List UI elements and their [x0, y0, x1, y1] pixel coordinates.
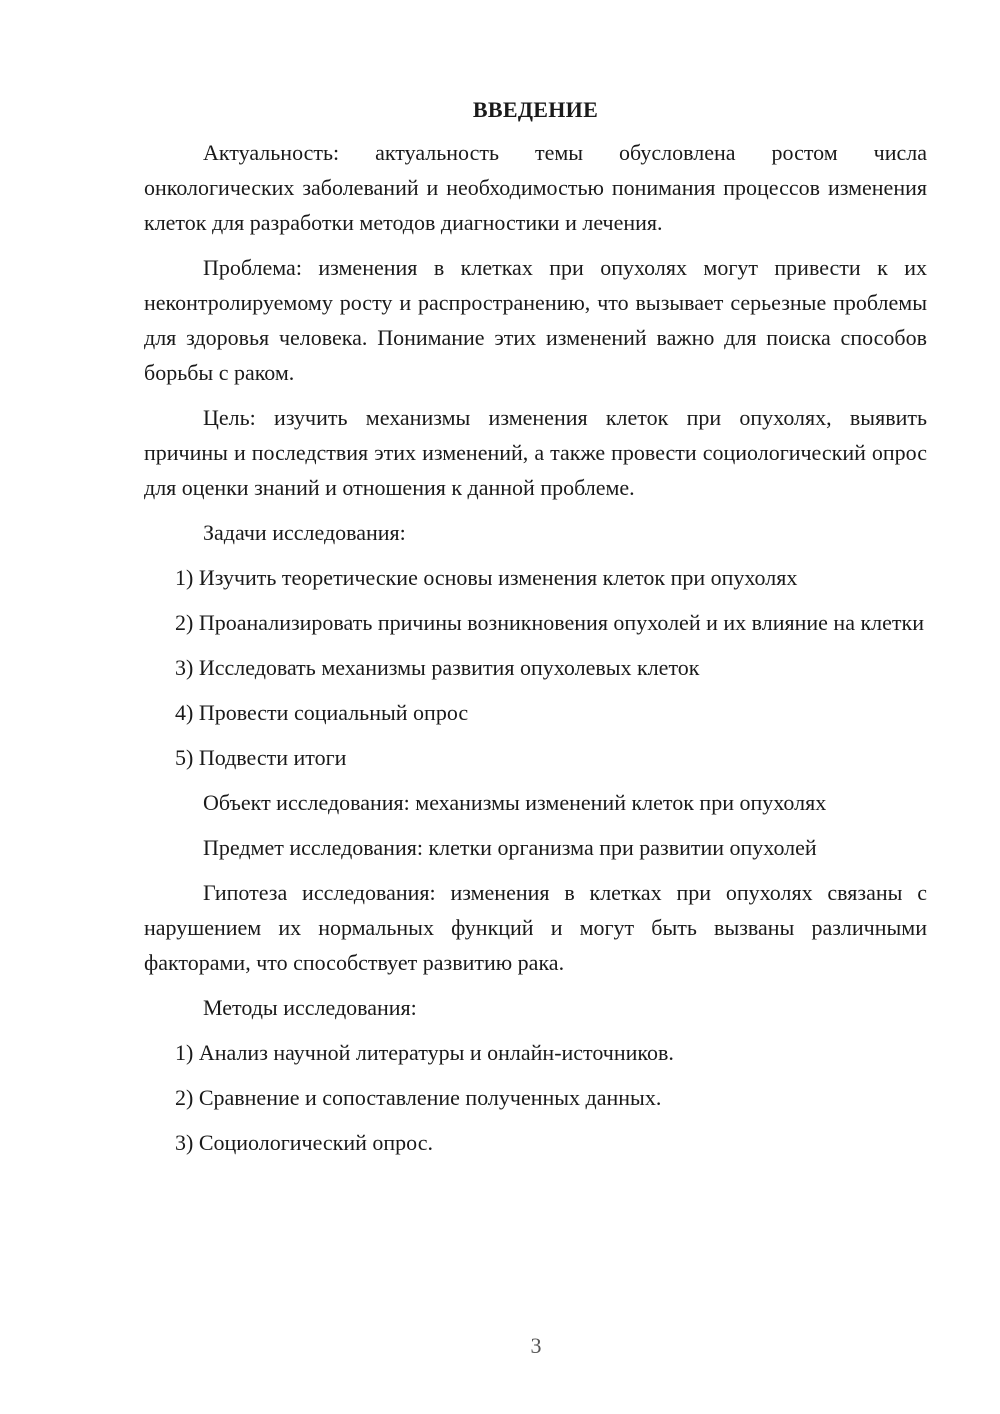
tasks-heading: Задачи исследования: [203, 520, 406, 545]
subject-paragraph: Предмет исследования: клетки организма при развитии опухолей [203, 835, 817, 860]
task-item-1: 1) Изучить теоретические основы изменения клеток при опухолях [175, 565, 798, 590]
task-item-2: 2) Проанализировать причины возникновения опухолей и их влияние на клетки [175, 610, 924, 635]
task-item-5: 5) Подвести итоги [175, 745, 347, 770]
methods-heading: Методы исследования: [203, 995, 417, 1020]
method-item-2: 2) Сравнение и сопоставление полученных данных. [175, 1085, 662, 1110]
goal-paragraph: Цель: изучить механизмы изменения клеток при опухолях, выявить причины и последствия этих изменений, а также провести социологический опрос для оценки знаний и отношения к данной проблеме. [144, 405, 927, 500]
problem-paragraph: Проблема: изменения в клетках при опухолях могут привести к их неконтролируемому росту и распространению, что вызывает серьезные проблемы для здоровья человека. Понимание этих изменений важно для поиска способов борьбы с раком. [144, 255, 927, 385]
relevance-paragraph: Актуальность: актуальность темы обусловлена ростом числа онкологических заболеваний и необходимостью понимания процессов изменения клеток для разработки методов диагностики и лечения. [144, 140, 927, 235]
object-paragraph: Объект исследования: механизмы изменений клеток при опухолях [203, 790, 827, 815]
document-page [144, 92, 927, 1170]
section-title: ВВЕДЕНИЕ [472, 97, 599, 122]
hypothesis-paragraph: Гипотеза исследования: изменения в клетках при опухолях связаны с нарушением их нормальных функций и могут быть вызваны различными факторами, что способствует развитию рака. [144, 880, 927, 975]
method-item-3: 3) Социологический опрос. [175, 1130, 433, 1155]
method-item-1: 1) Анализ научной литературы и онлайн-источников. [175, 1040, 674, 1065]
page-number: 3 [530, 1333, 542, 1358]
task-item-3: 3) Исследовать механизмы развития опухолевых клеток [175, 655, 700, 680]
task-item-4: 4) Провести социальный опрос [175, 700, 469, 725]
